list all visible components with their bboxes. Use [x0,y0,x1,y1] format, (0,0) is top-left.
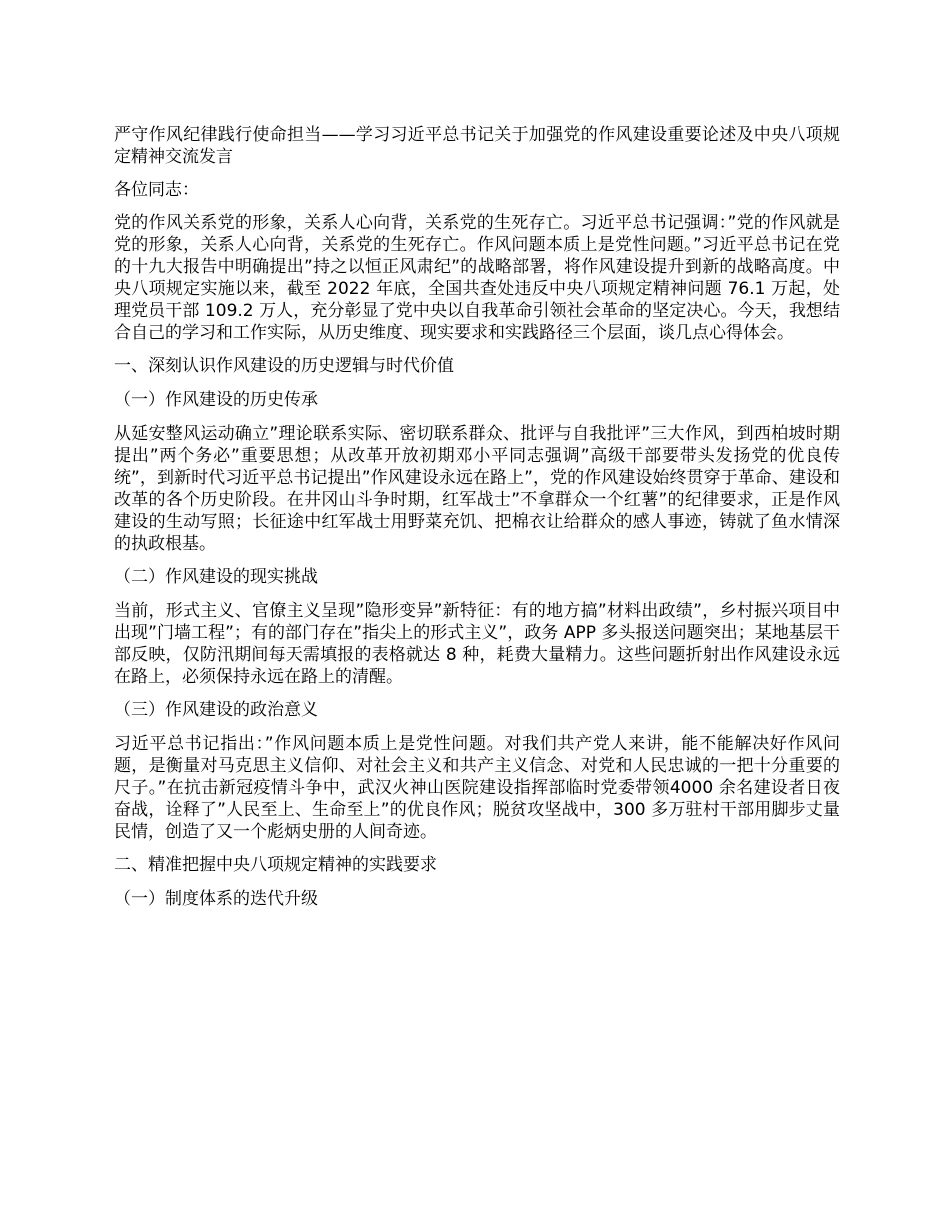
salutation: 各位同志： [114,180,199,200]
section-1-heading: 一、深刻认识作风建设的历史逻辑与时代价值 [114,356,454,376]
intro-paragraph: 党的作风关系党的形象，关系人心向背，关系党的生死存亡。习近平总书记强调：”党的作风就是党的形象，关系人心向背，关系党的生死存亡。作风问题本质上是党性问题。”习近平总书记在党的十九大报告中明确提出”持之以恒正风肃纪”的战略部署，将作风建设提升到新的战略高度。中央八项规定实施以来，截至 2022 年底，全国共查处违反中央八项规定精神问题 76.1 万起，处理党员干部 109.2 万人，充分彰显了党中央以自我革命引领社会革命的坚定决心。今天，我想结合自己的学习和工作实际，从历史维度、现实要求和实践路径三个层面，谈几点心得体会。 [114,213,840,343]
document-title: 严守作风纪律践行使命担当——学习习近平总书记关于加强党的作风建设重要论述及中央八项规定精神交流发言 [114,125,840,167]
section-1-sub-3-body: 习近平总书记指出：”作风问题本质上是党性问题。对我们共产党人来讲，能不能解决好作风问题，是衡量对马克思主义信仰、对社会主义和共产主义信念、对党和人民忠诚的一把十分重要的尺子。”在抗击新冠疫情斗争中，武汉火神山医院建设指挥部临时党委带领4000 余名建设者日夜奋战，诠释了”人民至上、生命至上”的优良作风；脱贫攻坚战中，300 多万驻村干部用脚步丈量民情，创造了又一个彪炳史册的人间奇迹。 [114,734,840,842]
section-2-heading: 二、精准把握中央八项规定精神的实践要求 [114,855,437,875]
section-1-sub-2-heading: （二）作风建设的现实挑战 [114,567,318,587]
section-1-sub-1-heading: （一）作风建设的历史传承 [114,390,318,410]
document-page [114,124,840,922]
section-1-sub-2-body: 当前，形式主义、官僚主义呈现”隐形变异”新特征：有的地方搞”材料出政绩”，乡村振兴项目中出现”门墙工程”；有的部门存在”指尖上的形式主义”，政务 APP 多头报送问题突出；某地基层干部反映，仅防汛期间每天需填报的表格就达 8 种，耗费大量精力。这些问题折射出作风建设永远在路上，必须保持永远在路上的清醒。 [114,601,840,687]
section-2-sub-1-heading: （一）制度体系的迭代升级 [114,889,318,909]
section-1-sub-3-heading: （三）作风建设的政治意义 [114,700,318,720]
section-1-sub-1-body: 从延安整风运动确立”理论联系实际、密切联系群众、批评与自我批评”三大作风，到西柏坡时期提出”两个务必”重要思想；从改革开放初期邓小平同志强调”高级干部要带头发扬党的优良传统”，到新时代习近平总书记提出”作风建设永远在路上”，党的作风建设始终贯穿于革命、建设和改革的各个历史阶段。在井冈山斗争时期，红军战士”不拿群众一个红薯”的纪律要求，正是作风建设的生动写照；长征途中红军战士用野菜充饥、把棉衣让给群众的感人事迹，铸就了鱼水情深的执政根基。 [114,424,840,554]
